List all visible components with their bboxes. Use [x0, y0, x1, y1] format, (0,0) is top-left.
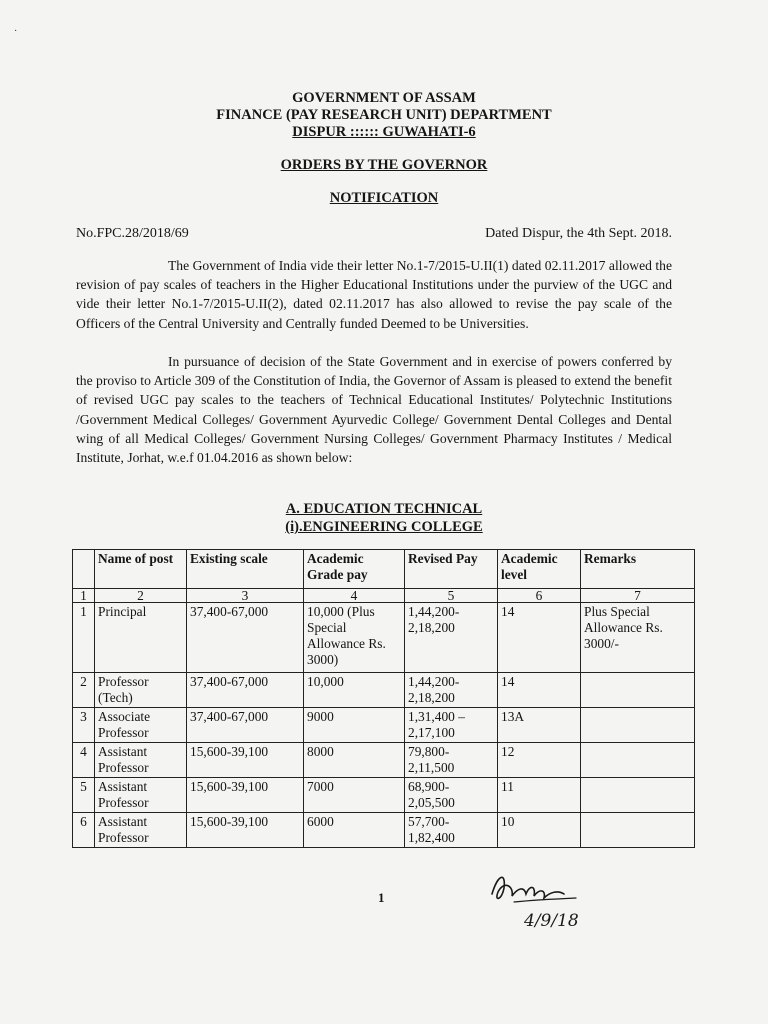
notification-heading: NOTIFICATION — [329, 190, 439, 206]
column-number: 1 — [73, 589, 95, 603]
pay-scale-table — [72, 549, 695, 848]
cell-sn: 6 — [73, 813, 95, 848]
cell-post: Assistant Professor — [95, 813, 187, 848]
cell-remarks — [581, 673, 695, 708]
column-number: 2 — [95, 589, 187, 603]
cell-level: 14 — [498, 603, 581, 673]
table-row — [73, 673, 695, 708]
column-number: 6 — [498, 589, 581, 603]
header-cell: Academic level — [498, 550, 581, 589]
cell-remarks: Plus Special Allowance Rs. 3000/- — [581, 603, 695, 673]
cell-agp: 6000 — [304, 813, 405, 848]
cell-sn: 5 — [73, 778, 95, 813]
cell-existing: 15,600-39,100 — [187, 743, 304, 778]
cell-sn: 1 — [73, 603, 95, 673]
cell-revised: 79,800-2,11,500 — [405, 743, 498, 778]
handwritten-signature — [484, 866, 604, 936]
cell-post: Principal — [95, 603, 187, 673]
cell-agp: 7000 — [304, 778, 405, 813]
header-cell: Remarks — [581, 550, 695, 589]
section-subtitle: (i).ENGINEERING COLLEGE — [285, 519, 483, 535]
cell-existing: 37,400-67,000 — [187, 603, 304, 673]
header-government: GOVERNMENT OF ASSAM — [292, 90, 476, 106]
cell-post: Professor (Tech) — [95, 673, 187, 708]
scan-mark: · — [14, 26, 18, 37]
cell-remarks — [581, 813, 695, 848]
cell-agp: 8000 — [304, 743, 405, 778]
cell-remarks — [581, 743, 695, 778]
notification-date — [485, 226, 672, 242]
cell-level: 13A — [498, 708, 581, 743]
cell-agp: 9000 — [304, 708, 405, 743]
notification-date-text: Dated Dispur, the 4th Sept. 2018. — [485, 226, 672, 241]
header-cell — [73, 550, 95, 589]
table-row — [73, 743, 695, 778]
signature-date: 4/9/18 — [524, 911, 579, 931]
column-number: 5 — [405, 589, 498, 603]
header-cell: Academic Grade pay — [304, 550, 405, 589]
cell-revised: 1,31,400 – 2,17,100 — [405, 708, 498, 743]
cell-agp: 10,000 — [304, 673, 405, 708]
cell-sn: 3 — [73, 708, 95, 743]
cell-post: Assistant Professor — [95, 743, 187, 778]
table-row — [73, 708, 695, 743]
table-row — [73, 603, 695, 673]
cell-existing: 37,400-67,000 — [187, 673, 304, 708]
cell-remarks — [581, 778, 695, 813]
column-number: 4 — [304, 589, 405, 603]
header-cell: Existing scale — [187, 550, 304, 589]
cell-level: 14 — [498, 673, 581, 708]
header-cell: Revised Pay — [405, 550, 498, 589]
header-location: DISPUR :::::: GUWAHATI-6 — [292, 124, 476, 140]
cell-revised: 68,900-2,05,500 — [405, 778, 498, 813]
orders-heading: ORDERS BY THE GOVERNOR — [280, 157, 488, 173]
cell-level: 10 — [498, 813, 581, 848]
cell-existing: 15,600-39,100 — [187, 778, 304, 813]
paragraph-2-text: In pursuance of decision of the State Government and in exercise of powers conferred by the proviso to Article 309 of the Constitution of India, the Governor of Assam is pleased to extend the benefit of revised UGC pay scales to the teachers of Technical Educational Institutes/ Polytechnic Institutions /Government Medical Colleges/ Government Ayurvedic College/ Government Dental Colleges and Dental wing of all Medical Colleges/ Government Nursing Colleges/ Government Pharmacy Institutes / Medical Institute, Jorhat, w.e.f 01.04.2016 as shown below: — [76, 354, 672, 466]
table-header-row — [73, 550, 695, 589]
cell-existing: 15,600-39,100 — [187, 813, 304, 848]
cell-remarks — [581, 708, 695, 743]
column-number-row — [73, 589, 695, 603]
column-number: 3 — [187, 589, 304, 603]
cell-sn: 4 — [73, 743, 95, 778]
cell-existing: 37,400-67,000 — [187, 708, 304, 743]
column-number: 7 — [581, 589, 695, 603]
cell-post: Associate Professor — [95, 708, 187, 743]
section-title: A. EDUCATION TECHNICAL — [285, 501, 483, 517]
page-number: 1 — [378, 890, 385, 905]
cell-level: 11 — [498, 778, 581, 813]
cell-revised: 57,700-1,82,400 — [405, 813, 498, 848]
cell-sn: 2 — [73, 673, 95, 708]
table-row — [73, 813, 695, 848]
cell-revised: 1,44,200-2,18,200 — [405, 603, 498, 673]
table-row — [73, 778, 695, 813]
paragraph-1 — [76, 256, 672, 333]
cell-level: 12 — [498, 743, 581, 778]
header-department: FINANCE (PAY RESEARCH UNIT) DEPARTMENT — [216, 107, 552, 123]
cell-agp: 10,000 (Plus Special Allowance Rs. 3000) — [304, 603, 405, 673]
header-cell: Name of post — [95, 550, 187, 589]
cell-revised: 1,44,200-2,18,200 — [405, 673, 498, 708]
paragraph-2 — [76, 352, 672, 467]
paragraph-1-text: The Government of India vide their letter No.1-7/2015-U.II(1) dated 02.11.2017 allowed the revision of pay scales of teachers in the Higher Educational Institutions under the purview of the UGC and vide their letter No.1-7/2015-U.II(2), dated 02.11.2017 has also allowed to revise the pay scale of the Officers of the Central University and Centrally funded Deemed to be Universities. — [76, 258, 672, 331]
notification-number: No.FPC.28/2018/69 — [76, 226, 189, 241]
cell-post: Assistant Professor — [95, 778, 187, 813]
